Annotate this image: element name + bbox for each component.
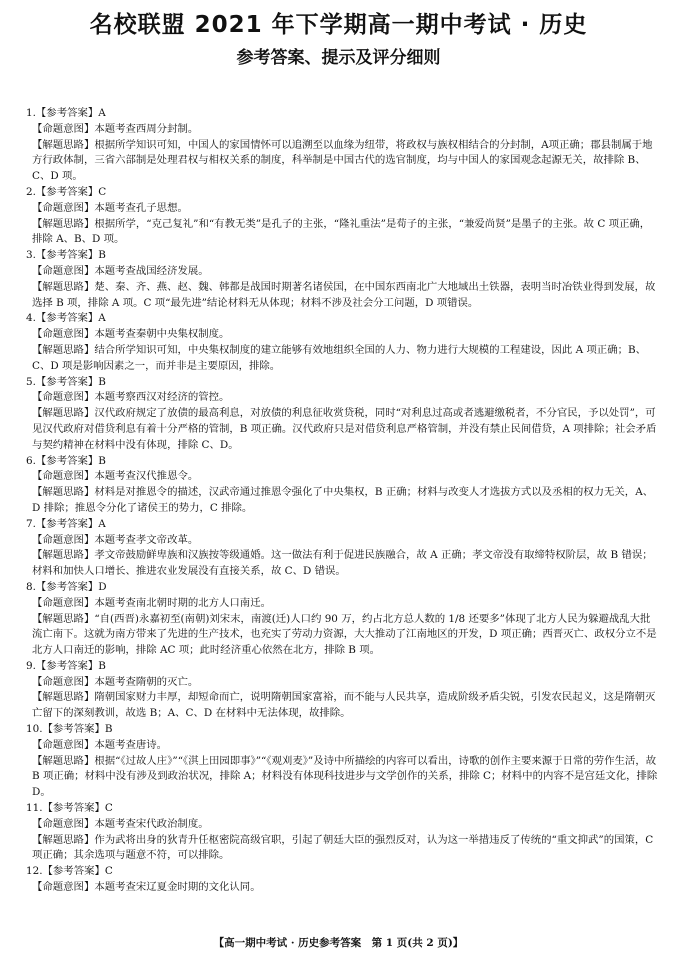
answer-line: 4.【参考答案】A: [26, 312, 106, 325]
answer-line: 11.【参考答案】C: [26, 802, 113, 815]
analysis-line: 【解题思路】孝文帝鼓励鲜卑族和汉族按等级通婚。这一做法有利于促进民族融合，故 A 正确；孝文帝没有取缔特权阶层，故 B 错误；材料和加快人口增长、推进农业发展没有直接关系，故 C、D 错误。: [32, 549, 653, 578]
analysis-line: 【解题思路】楚、秦、齐、燕、赵、魏、韩都是战国时期著名诸侯国，在中国东西南北广大地域出土铁器，表明当时冶铁业得到发展，故选择 B 项，排除 A 项。C 项“最先进”结论材料无从体现；材料不涉及社会分工问题，D 项错误。: [32, 280, 656, 309]
analysis-line: 【解题思路】根据所学知识可知，中国人的家国情怀可以追溯至以血缘为纽带，将政权与族权相结合的分封制，A项正确；郡县制属于地方行政体制，三省六部制是处理君权与相权关系的制度，科举制是中国古代的选官制度，均与中国人的家国观念起源无关，故排除 B、C、D 项。: [32, 138, 653, 183]
intent-line: 【命题意图】本题考察西汉对经济的管控。: [32, 391, 230, 404]
analysis-line: 【解题思路】“自(西晋)永嘉初至(南朝)刘宋末，南渡(迁)人口约 90 万，约占北方总人数的 1/8 还要多”体现了北方人民为躲避战乱大批流亡南下。这就为南方带来了先进的生产技术，也充实了劳动力资源，大大推动了江南地区的开发，D 项正确；西晋灭亡、政权分立不是北方人口南迁的影响，排除 AC 项；此时经济重心依然在北方，排除 B 项。: [32, 612, 657, 657]
answer-line: 9.【参考答案】B: [26, 659, 106, 672]
answer-line: 10.【参考答案】B: [26, 723, 113, 736]
question-7: [26, 517, 660, 580]
intent-line: 【命题意图】本题考查西周分封制。: [32, 122, 199, 135]
analysis-line: 【解题思路】汉代政府规定了放债的最高利息，对放债的利息征收赏贷税，同时“对利息过高或者逃避缴税者，不分官民，予以处罚”，可见汉代政府对借贷利息有着十分严格的管制，B 项正确。汉代政府只是对借贷利息严格管制，并没有禁止民间借贷，A 项排除；社会矛盾与契约精神在材料中没有体现，排除 C、D。: [32, 407, 657, 451]
question-2: [26, 185, 660, 248]
question-3: [26, 248, 660, 311]
analysis-line: 【解题思路】材料是对推恩令的描述，汉武帝通过推恩令强化了中央集权，B 正确；材料与改变人才选拔方式以及丞相的权力无关，A、D 排除；推恩令分化了诸侯王的势力，C 排除。: [32, 486, 654, 514]
answer-line: 7.【参考答案】A: [26, 517, 106, 530]
intent-line: 【命题意图】本题考查南北朝时期的北方人口南迁。: [32, 596, 271, 609]
question-11: [26, 801, 660, 864]
answer-line: 2.【参考答案】C: [26, 185, 107, 198]
analysis-line: 【解题思路】结合所学知识可知，中央集权制度的建立能够有效地组织全国的人力、物力进行大规模的工程建设，因此 A 项正确；B、C、D 项是影响因素之一，而并非是主要原因，排除。: [32, 343, 647, 372]
answer-line: 3.【参考答案】B: [26, 249, 106, 262]
intent-line: 【命题意图】本题考查孝文帝改革。: [32, 533, 199, 546]
answer-line: 5.【参考答案】B: [26, 375, 106, 388]
analysis-line: 【解题思路】根据所学，“克己复礼”和“有教无类”是孔子的主张，“隆礼重法”是荀子的主张，“兼爱尚贤”是墨子的主张。故 C 项正确，排除 A、B、D 项。: [32, 217, 651, 246]
intent-line: 【命题意图】本题考查唐诗。: [32, 738, 168, 751]
page-footer: 【高一期中考试 · 历史参考答案 第 1 页(共 2 页)】: [213, 937, 464, 949]
intent-line: 【命题意图】本题考查宋代政治制度。: [32, 817, 209, 830]
answer-line: 8.【参考答案】D: [26, 580, 107, 593]
intent-line: 【命题意图】本题考查孔子思想。: [32, 201, 188, 214]
analysis-line: 【解题思路】作为武将出身的狄青升任枢密院高级官职，引起了朝廷大臣的强烈反对，认为这一举措违反了传统的“重文抑武”的国策，C 项正确；其余选项与题意不符，可以排除。: [32, 833, 654, 862]
question-12: [26, 864, 660, 896]
analysis-line: 【解题思路】隋朝国家财力丰厚，却短命而亡，说明隋朝国家富裕，而不能与人民共享，造成阶级矛盾尖锐，引发农民起义，这是隋朝灭亡留下的深刻教训，故选 B；A、C、D 在材料中无法体现，故排除。: [32, 691, 656, 720]
intent-line: 【命题意图】本题考查宋辽夏金时期的文化认同。: [32, 881, 261, 894]
page-title: 名校联盟 2021 年下学期高一期中考试 · 历史: [89, 12, 588, 38]
intent-line: 【命题意图】本题考查隋朝的灭亡。: [32, 675, 199, 688]
question-5: [26, 375, 660, 454]
answer-line: 1.【参考答案】A: [26, 107, 106, 119]
analysis-line: 【解题思路】根据“《过故人庄》”“《淇上田园即事》”“《观刈麦》”及诗中所描绘的内容可以看出，诗歌的创作主要来源于日常的劳作生活，故 B 项正确；材料中没有涉及到政治状况，排除 A；材料没有体现科技进步与文学创作的关系，排除 C；材料中的内容不是宫廷文化，排除 D。: [32, 754, 658, 799]
intent-line: 【命题意图】本题考查汉代推恩令。: [32, 470, 199, 483]
question-8: [26, 580, 660, 659]
question-10: [26, 722, 660, 801]
answer-list: [26, 106, 660, 896]
question-1: [26, 106, 660, 185]
page-subtitle: 参考答案、提示及评分细则: [236, 48, 441, 68]
question-4: [26, 311, 660, 374]
answer-line: 12.【参考答案】C: [26, 865, 113, 878]
question-6: [26, 454, 660, 517]
intent-line: 【命题意图】本题考查战国经济发展。: [32, 264, 209, 277]
question-9: [26, 659, 660, 722]
intent-line: 【命题意图】本题考查秦朝中央集权制度。: [32, 328, 230, 341]
answer-line: 6.【参考答案】B: [26, 454, 106, 467]
